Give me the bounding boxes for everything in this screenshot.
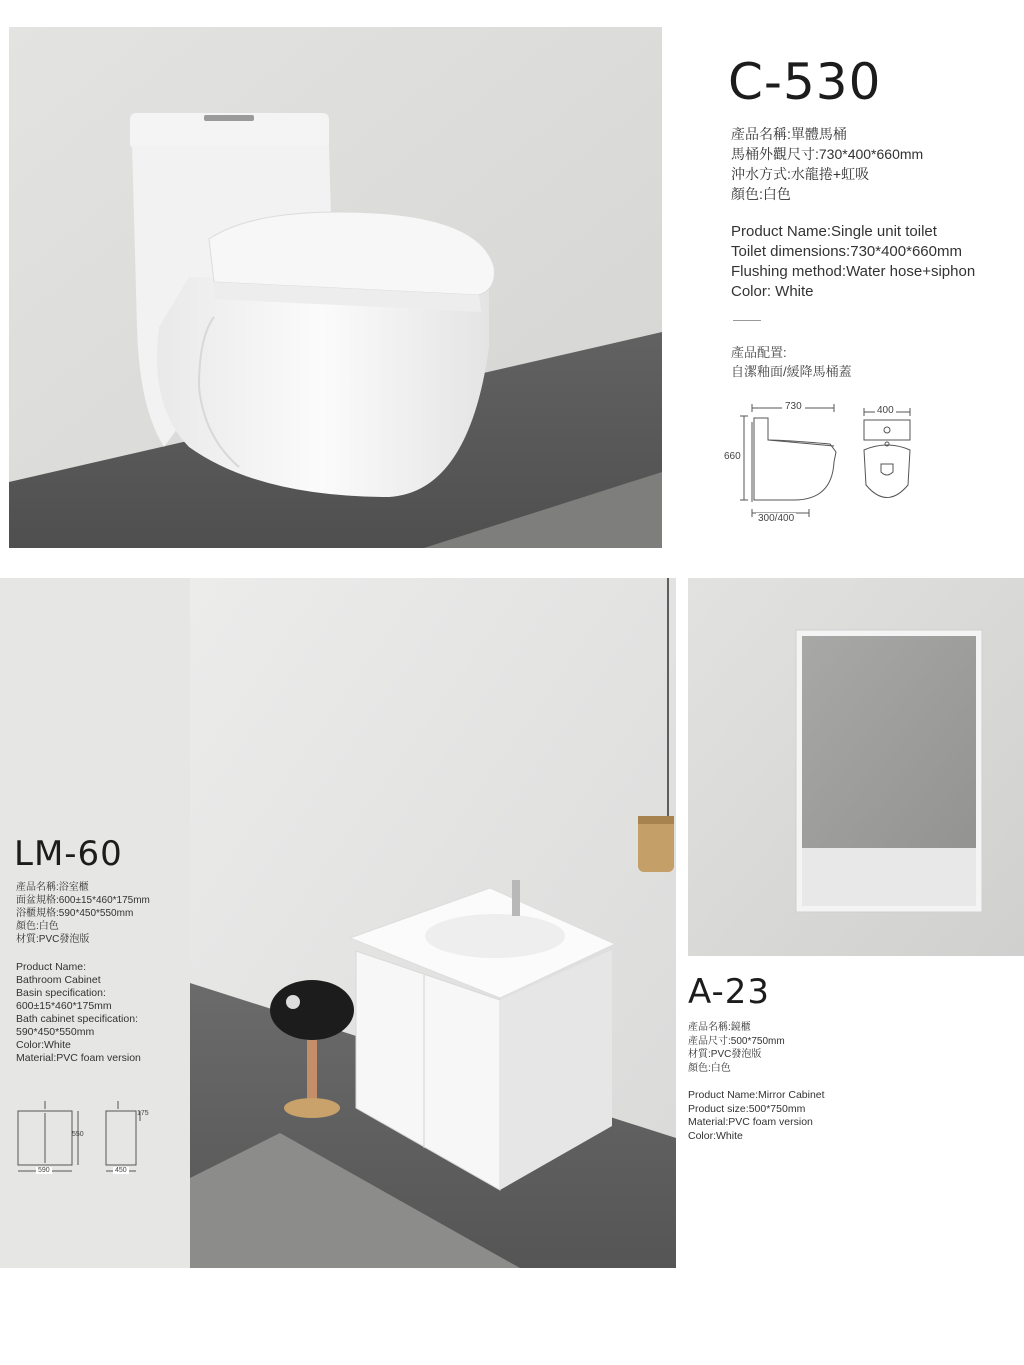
- a23-spec-chinese: [688, 1021, 785, 1075]
- vanity-photo: [190, 578, 676, 1268]
- lm60-en-line: Bath cabinet specification:: [16, 1013, 138, 1025]
- lm60-cn-line: 浴櫃規格:590*450*550mm: [16, 908, 134, 919]
- cabinet-label-width: 590: [38, 1167, 50, 1174]
- lm60-en-line: Basin specification:: [16, 987, 106, 999]
- lm60-en-line: 600±15*460*175mm: [16, 1000, 112, 1012]
- c530-spec-english: [731, 222, 975, 302]
- mirror-cabinet-photo: [688, 578, 1024, 956]
- divider: [733, 320, 761, 321]
- c530-en-line: Flushing method:Water hose+siphon: [731, 263, 976, 280]
- lm60-cn-line: 面盆規格:600±15*460*175mm: [16, 895, 150, 906]
- c530-config: [731, 343, 852, 381]
- c530-en-line: Color: White: [731, 283, 814, 300]
- a23-cn-line: 材質:PVC發泡版: [688, 1049, 762, 1060]
- cabinet-dimension-diagram: [12, 1093, 162, 1177]
- cabinet-label-depth: 450: [115, 1167, 127, 1174]
- a23-cn-line: 顏色:白色: [688, 1062, 731, 1074]
- lm60-cn-line: 顏色:白色: [16, 921, 59, 932]
- c530-spec-chinese: [731, 124, 923, 204]
- c530-en-line: Toilet dimensions:730*400*660mm: [731, 243, 962, 260]
- lm60-en-line: Product Name:: [16, 961, 87, 973]
- lm60-cn-line: 產品名稱:浴室櫃: [16, 882, 89, 893]
- a23-model-title: A-23: [688, 972, 771, 1012]
- a23-en-line: Color:White: [688, 1129, 743, 1142]
- c530-config-title: 產品配置:: [731, 345, 787, 360]
- lm60-en-line: Bathroom Cabinet: [16, 974, 101, 986]
- cabinet-label-height: 550: [72, 1131, 84, 1138]
- a23-en-line: Material:PVC foam version: [688, 1116, 813, 1128]
- c530-model-title: C-530: [728, 53, 882, 111]
- a23-en-line: Product Name:Mirror Cabinet: [688, 1089, 825, 1101]
- lm60-en-line: Color:White: [16, 1039, 71, 1051]
- c530-cn-line: 沖水方式:水龍捲+虹吸: [731, 166, 870, 182]
- lm60-spec-english: [16, 961, 141, 1065]
- a23-cn-line: 產品尺寸:500*750mm: [688, 1035, 785, 1047]
- a23-spec-english: [688, 1089, 825, 1143]
- c530-config-items: 自潔釉面/緩降馬桶蓋: [731, 364, 852, 379]
- lm60-en-line: Material:PVC foam version: [16, 1052, 141, 1064]
- c530-en-line: Product Name:Single unit toilet: [731, 223, 937, 240]
- cabinet-label-basin-height: 175: [137, 1110, 149, 1117]
- c530-cn-line: 馬桶外觀尺寸:730*400*660mm: [731, 146, 924, 162]
- a23-cn-line: 產品名稱:鏡櫃: [688, 1022, 751, 1033]
- toilet-photo: [9, 27, 662, 548]
- diagram-label-height: 660: [724, 451, 741, 462]
- lm60-cn-line: 材質:PVC發泡版: [16, 934, 90, 945]
- diagram-label-width: 730: [782, 401, 805, 412]
- diagram-label-top-width: 400: [877, 405, 894, 416]
- c530-cn-line: 顏色:白色: [731, 186, 791, 202]
- c530-cn-line: 產品名稱:單體馬桶: [731, 126, 847, 142]
- lm60-spec-chinese: [16, 881, 150, 946]
- toilet-dimension-diagram: [724, 400, 924, 528]
- diagram-label-rough-in: 300/400: [758, 513, 795, 524]
- lm60-model-title: LM-60: [14, 834, 123, 874]
- lm60-en-line: 590*450*550mm: [16, 1026, 95, 1038]
- a23-en-line: Product size:500*750mm: [688, 1102, 806, 1115]
